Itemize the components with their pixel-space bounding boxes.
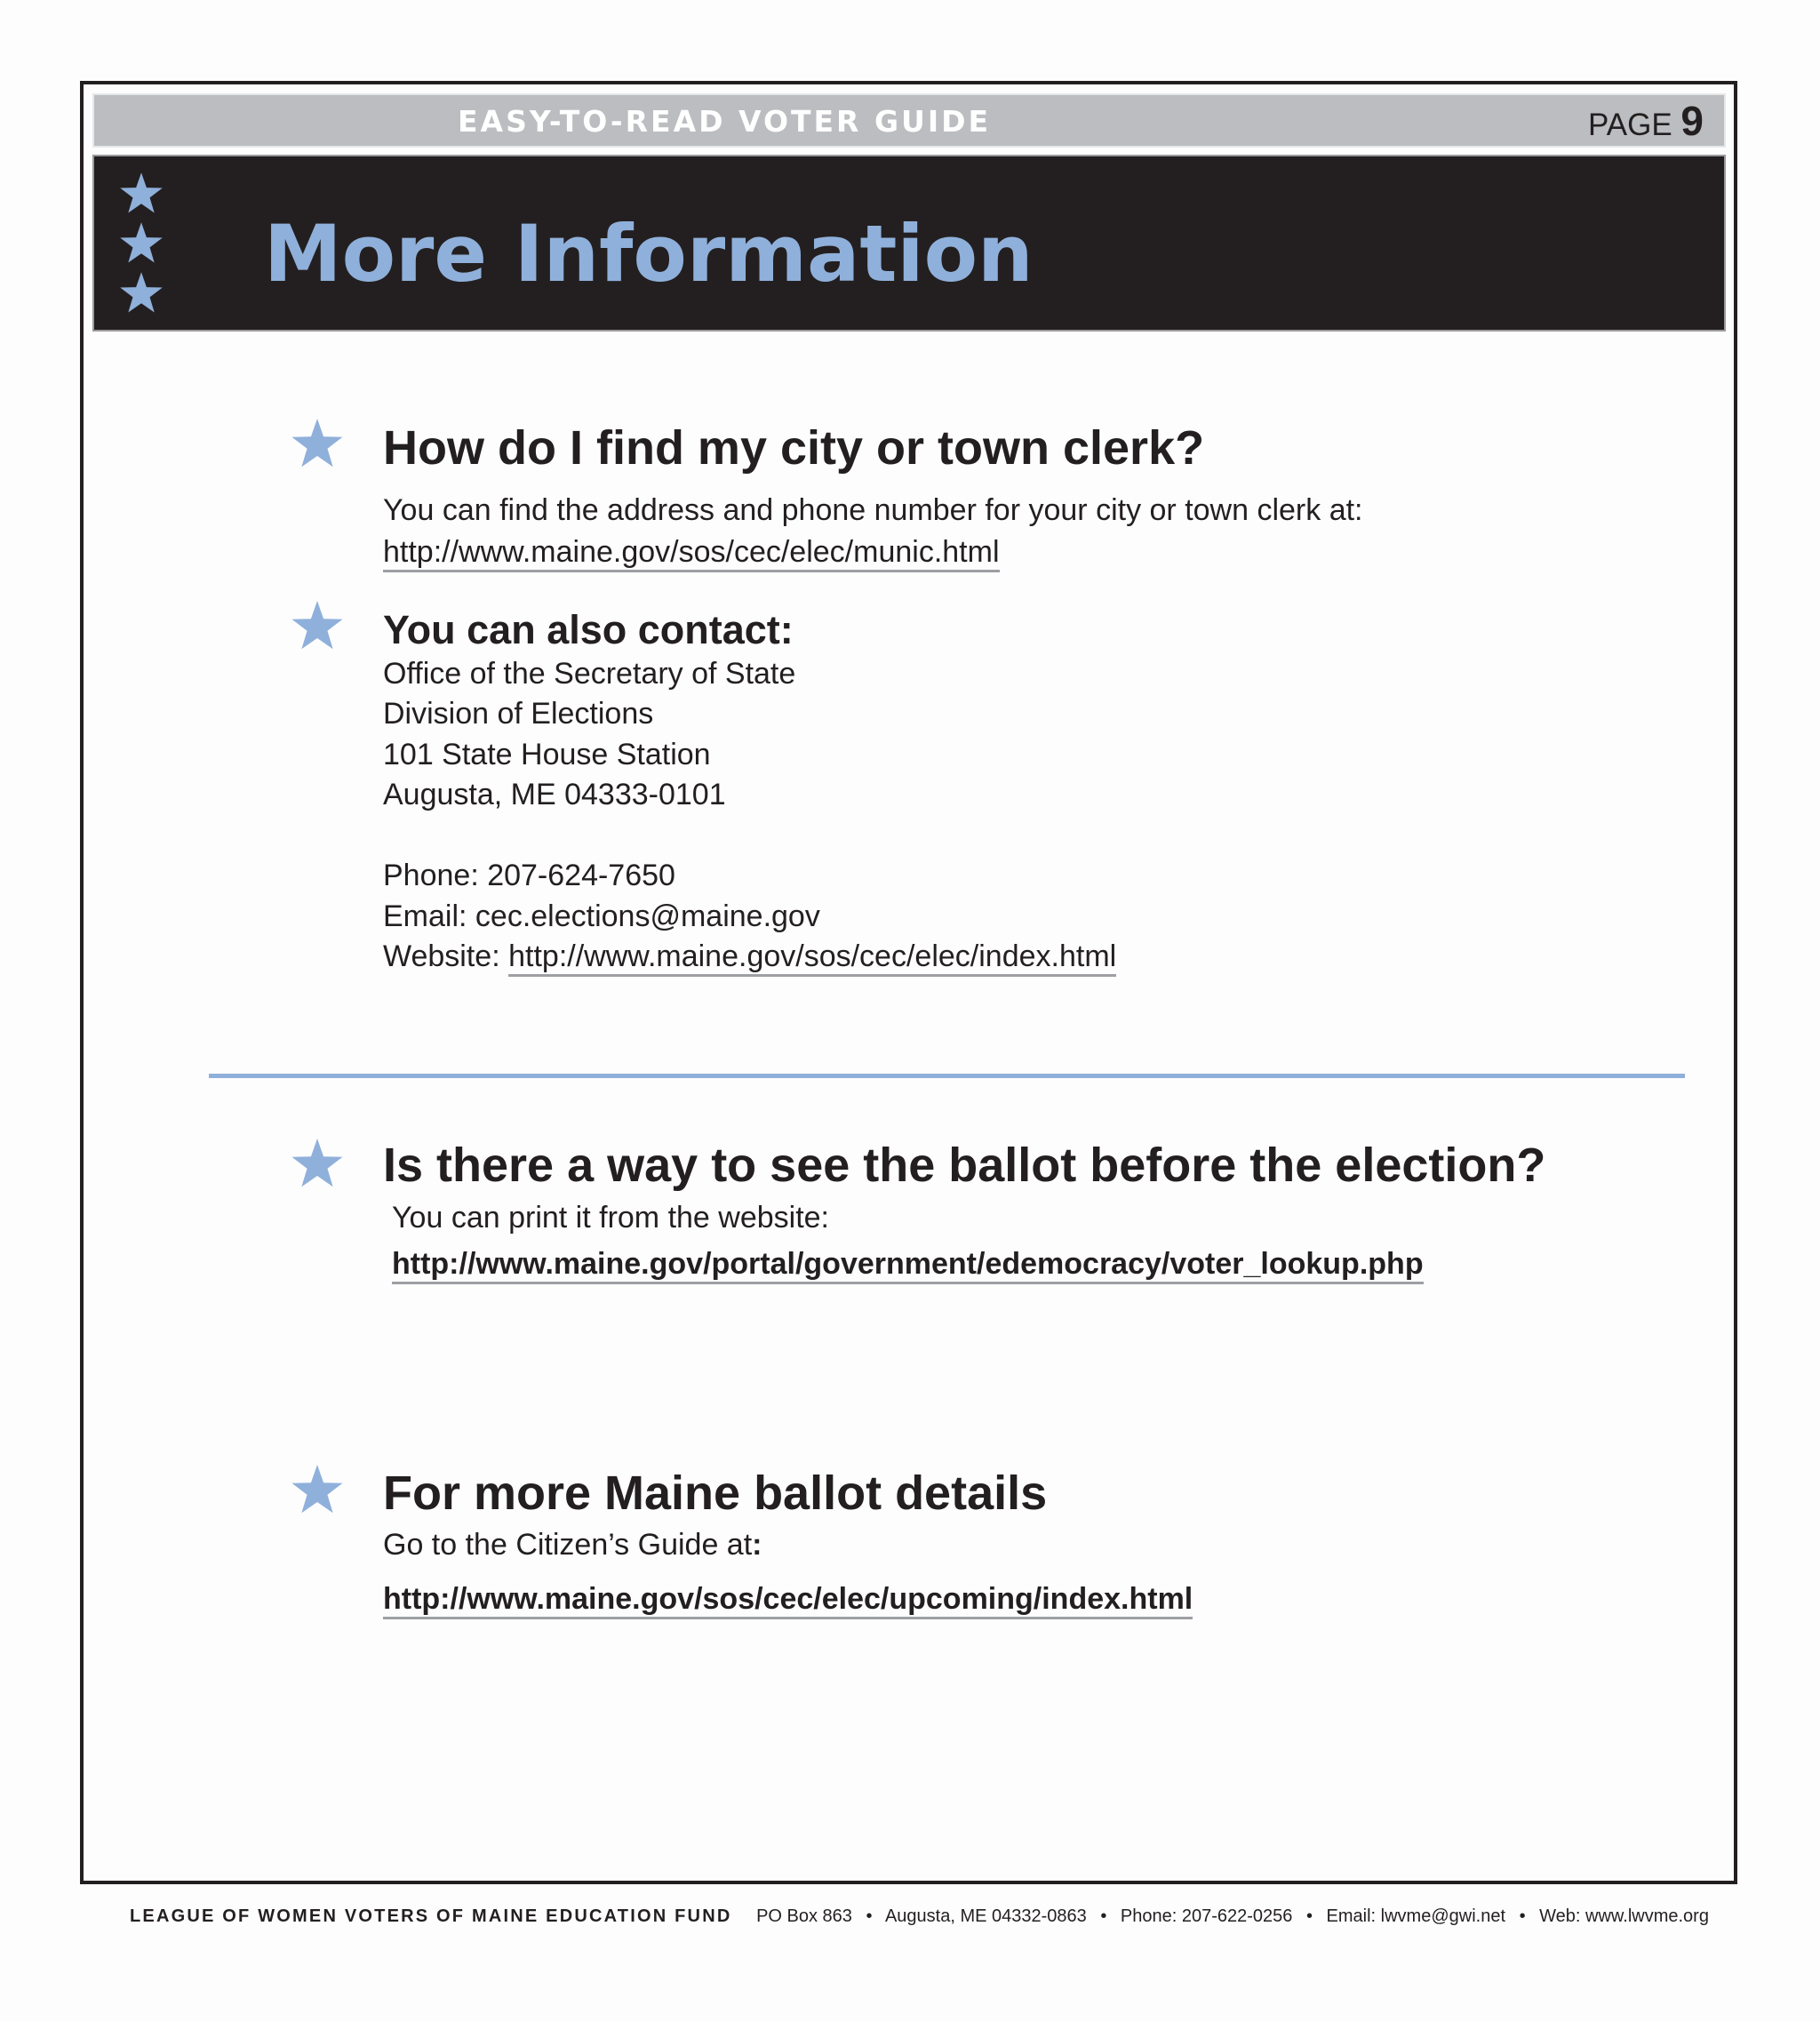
- footer: [130, 1903, 1709, 1930]
- clerk-heading: How do I find my city or town clerk?: [383, 421, 1205, 475]
- guide-title: EASY-TO-READ VOTER GUIDE: [458, 104, 992, 139]
- details-text: [383, 1525, 762, 1565]
- footer-separator: •: [1305, 1906, 1313, 1926]
- star-icon: [291, 1465, 344, 1515]
- clerk-text: You can find the address and phone number for your city or town clerk at:: [383, 493, 1363, 527]
- details-text-main: Go to the Citizen’s Guide at: [383, 1528, 753, 1562]
- ballot-heading: Is there a way to see the ballot before the election?: [383, 1139, 1546, 1192]
- page-label: PAGE: [1588, 108, 1672, 142]
- contact-heading: You can also contact:: [383, 607, 794, 652]
- footer-web[interactable]: Web: www.lwvme.org: [1539, 1906, 1709, 1926]
- star-icon: [291, 419, 344, 469]
- footer-org: LEAGUE OF WOMEN VOTERS OF MAINE EDUCATION FUND: [130, 1906, 732, 1926]
- website-label: Website:: [383, 939, 509, 973]
- page-indicator: [1588, 99, 1704, 148]
- star-icon: [119, 172, 164, 215]
- footer-po-box: PO Box 863: [756, 1906, 852, 1926]
- clerk-link[interactable]: http://www.maine.gov/sos/cec/elec/munic.html: [383, 534, 1000, 572]
- footer-separator: •: [1100, 1906, 1107, 1926]
- contact-email: Email: cec.elections@maine.gov: [383, 899, 820, 933]
- section-divider: [209, 1074, 1685, 1078]
- address-line: Division of Elections: [383, 697, 654, 731]
- footer-separator: •: [1519, 1906, 1526, 1926]
- footer-separator: •: [866, 1906, 873, 1926]
- website-link[interactable]: http://www.maine.gov/sos/cec/elec/index.html: [508, 939, 1116, 977]
- address-line: Augusta, ME 04333-0101: [383, 778, 726, 811]
- address-line: Office of the Secretary of State: [383, 657, 796, 691]
- page-title: More Information: [264, 208, 1034, 300]
- details-link[interactable]: http://www.maine.gov/sos/cec/elec/upcoming/index.html: [383, 1581, 1193, 1619]
- star-icon: [291, 601, 344, 651]
- star-icon: [119, 222, 164, 265]
- footer-email[interactable]: Email: lwvme@gwi.net: [1326, 1906, 1506, 1926]
- contact-website: [383, 937, 1116, 977]
- contact-phone: Phone: 207-624-7650: [383, 859, 675, 892]
- ballot-text: You can print it from the website:: [392, 1201, 830, 1235]
- footer-city: Augusta, ME 04332-0863: [884, 1906, 1087, 1926]
- details-text-colon: :: [752, 1528, 762, 1562]
- address-line: 101 State House Station: [383, 738, 711, 771]
- page-number: 9: [1680, 98, 1704, 144]
- details-heading: For more Maine ballot details: [383, 1467, 1048, 1520]
- ballot-link[interactable]: http://www.maine.gov/portal/government/edemocracy/voter_lookup.php: [392, 1246, 1424, 1284]
- star-icon: [291, 1139, 344, 1189]
- footer-phone: Phone: 207-622-0256: [1120, 1906, 1293, 1926]
- star-icon: [119, 272, 164, 315]
